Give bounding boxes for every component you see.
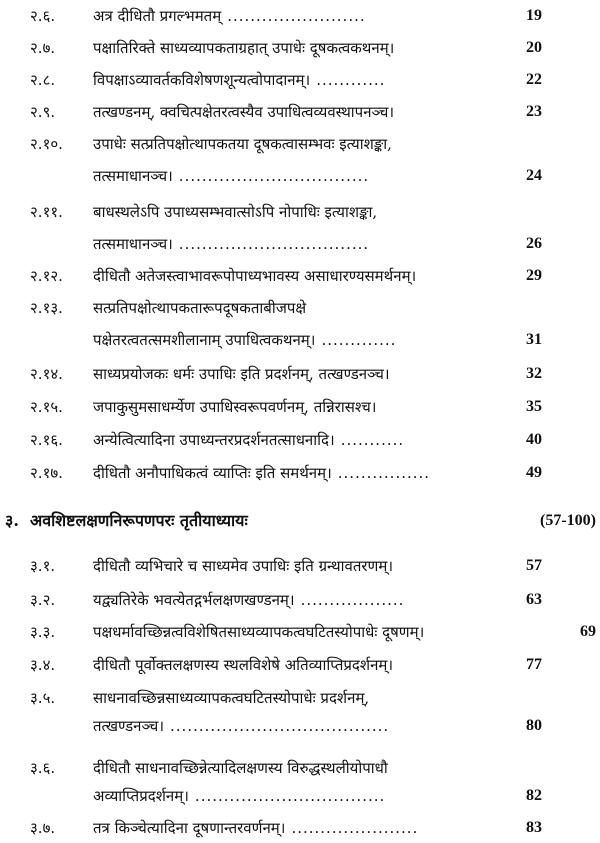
page-number: 35 <box>526 398 542 415</box>
page-number: 63 <box>526 591 542 608</box>
page-number: 24 <box>526 167 542 184</box>
entry-number: २.१५. <box>30 398 63 416</box>
entry-title: यद्व्यतिरेके भवत्येतद्गर्भलक्षणखण्डनम्। .................. <box>93 591 405 609</box>
entry-title: साधनावच्छिन्नसाध्यव्यापकत्वघटितस्योपाधेः प्रदर्शनम्, <box>93 689 370 707</box>
leader-dots: ................................. <box>194 787 386 805</box>
page-number: 80 <box>526 717 542 734</box>
entry-title: दीधितौ अतेजस्त्वाभावरूपोपाध्यभावस्य असाधारण्यसमर्थनम्। <box>93 267 417 285</box>
leader-dots: ...................................... <box>170 717 390 735</box>
entry-title: विपक्षाऽव्यावर्तकविशेषणशून्यत्वोपादानम्। ............ <box>93 71 386 89</box>
entry-number: ३.३. <box>30 623 56 641</box>
leader-dots: ............. <box>321 331 397 349</box>
entry-number: २.८. <box>30 71 56 89</box>
leader-dots: ............ <box>316 71 386 89</box>
chapter-title: अवशिष्टलक्षणनिरूपणपरः तृतीयाध्यायः <box>30 511 248 530</box>
entry-number: ३.२. <box>30 591 56 609</box>
entry-number: २.१७. <box>30 464 63 482</box>
entry-number: २.१६. <box>30 431 63 449</box>
chapter-number: ३. <box>5 511 19 530</box>
page-number: 26 <box>526 235 542 252</box>
entry-title: तत्समाधानञ्च। ................................. <box>93 167 370 185</box>
leader-dots: ...................... <box>291 819 419 837</box>
entry-title: बाधस्थलेऽपि उपाध्यसम्भवात्सोऽपि नोपाधिः इत्याशङ्का, <box>93 203 378 221</box>
entry-number: २.१०. <box>30 135 63 153</box>
entry-title: सत्प्रतिपक्षोत्थापकतारूपदूषकताबीजपक्षे <box>93 299 307 317</box>
entry-title: तत्खण्डनञ्च। ...................................... <box>93 717 390 735</box>
entry-number: २.१४. <box>30 365 63 383</box>
entry-number: ३.५. <box>30 689 56 707</box>
entry-title: पक्षधर्मावच्छिन्नत्वविशेषितसाध्यव्यापकत्वघटितस्योपाधेः दूषणम्। <box>93 623 425 641</box>
entry-title: तत्खण्डनम्, क्वचित्पक्षेतरत्वस्यैव उपाधित्वव्यवस्थापनञ्च। <box>93 103 395 121</box>
entry-number: ३.४. <box>30 656 56 674</box>
page-number: 23 <box>526 103 542 120</box>
entry-number: २.६. <box>30 7 56 25</box>
page-number: 49 <box>526 464 542 481</box>
entry-number: ३.६. <box>30 759 56 777</box>
page-number: 29 <box>526 267 542 284</box>
entry-number: २.१३. <box>30 299 63 317</box>
entry-title: दीधितौ व्यभिचारे च साध्यमेव उपाधिः इति ग्रन्थावतरणम्। <box>93 557 394 575</box>
page-number: 32 <box>526 365 542 382</box>
entry-title: तत्समाधानञ्च। ................................. <box>93 235 370 253</box>
page-number: 22 <box>526 71 542 88</box>
entry-number: २.९. <box>30 103 56 121</box>
page-number: 57 <box>526 557 542 574</box>
leader-dots: ................................. <box>178 167 370 185</box>
entry-number: २.७. <box>30 39 56 57</box>
page-number: 83 <box>526 819 542 836</box>
entry-title: अन्येत्वित्यादिना उपाध्यन्तरप्रदर्शनतत्साधनादि। ........... <box>93 431 405 449</box>
leader-dots: ................................. <box>178 235 370 253</box>
page-number: 40 <box>526 431 542 448</box>
page-number: 19 <box>526 7 542 24</box>
page-number: 77 <box>526 656 542 673</box>
entry-title: पक्षातिरिक्ते साध्यव्यापकताग्रहात् उपाधेः दूषकत्वकथनम्। <box>93 39 395 57</box>
leader-dots: .................. <box>300 591 405 609</box>
entry-title: अव्याप्तिप्रदर्शनम्। ................................. <box>93 787 386 805</box>
leader-dots: ................ <box>337 464 431 482</box>
entry-title: दीधितौ अनौपाधिकत्वं व्याप्तिः इति समर्थनम्। ................ <box>93 464 431 482</box>
entry-number: ३.१. <box>30 557 56 575</box>
entry-title: पक्षेतरत्वतत्समशीलानाम् उपाधित्वकथनम्। ............. <box>93 331 397 349</box>
entry-number: २.११. <box>30 203 63 221</box>
page-number: 82 <box>526 787 542 804</box>
leader-dots: ........... <box>340 431 405 449</box>
entry-title: अत्र दीधितौ प्रगल्भमतम् ........................ <box>93 7 366 25</box>
leader-dots: ........................ <box>227 7 366 25</box>
entry-title: साध्यप्रयोजकः धर्मः उपाधिः इति प्रदर्शनम्, तत्खण्डनञ्च। <box>93 365 390 383</box>
entry-number: २.१२. <box>30 267 63 285</box>
page-number: 20 <box>526 39 542 56</box>
page-number: 31 <box>526 331 542 348</box>
page-number: 69 <box>580 623 596 640</box>
entry-title: दीधितौ साधनावच्छिन्नेत्यादिलक्षणस्य विरुद्धस्थलीयोपाधौ <box>93 759 388 777</box>
entry-number: ३.७. <box>30 819 56 837</box>
entry-title: तत्र किञ्चेत्यादिना दूषणान्तरवर्णनम्। ...................... <box>93 819 419 837</box>
entry-title: उपाधेः सत्प्रतिपक्षोत्थापकतया दूषकत्वासम्भवः इत्याशङ्का, <box>93 135 392 153</box>
chapter-page-range: (57-100) <box>540 512 596 529</box>
entry-title: दीधितौ पूर्वोक्तलक्षणस्य स्थलविशेषे अतिव्याप्तिप्रदर्शनम्। <box>93 656 394 674</box>
entry-title: जपाकुसुमसाधर्म्येण उपाधिस्वरूपवर्णनम्, तन्निरासश्च। <box>93 398 377 416</box>
